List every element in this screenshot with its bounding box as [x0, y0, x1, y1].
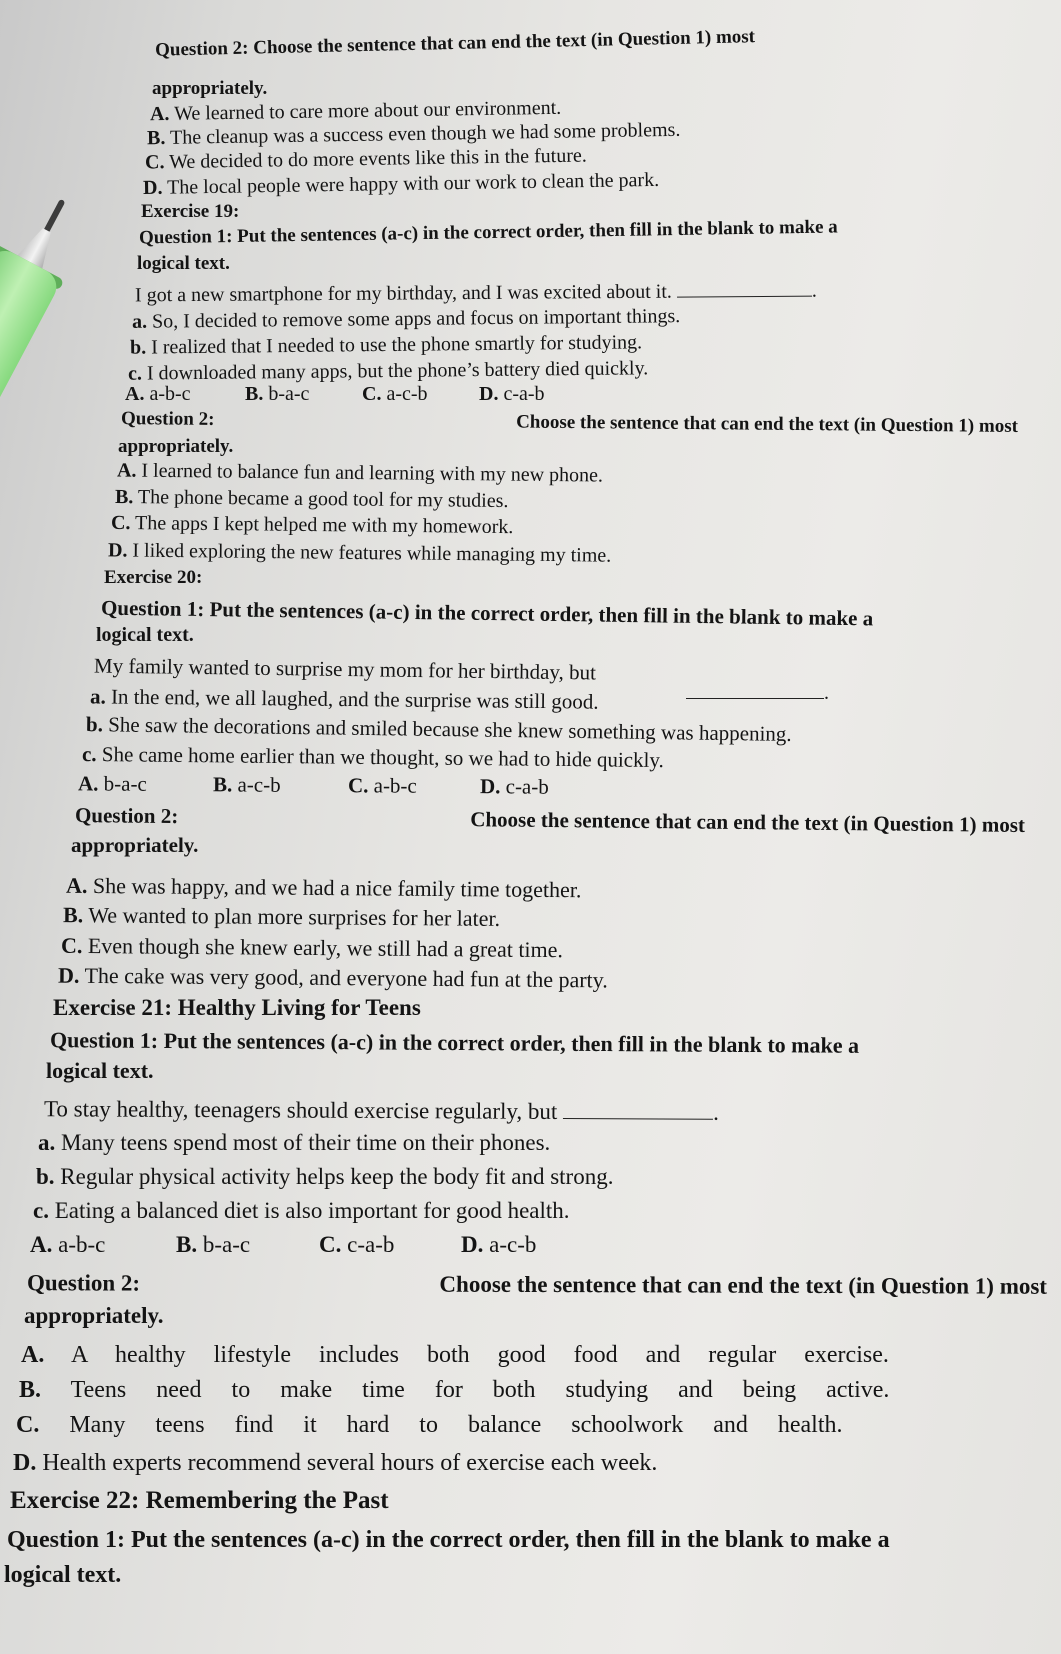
- ex19-q2-option-c: C. The apps I kept helped me with my homework.: [110, 511, 514, 539]
- ex20-q1-line1: Question 1: Put the sentences (a-c) in the correct order, then fill in the blank to make a: [100, 595, 874, 631]
- ex21-q1-line2: logical text.: [46, 1058, 154, 1083]
- ex21-sentence-a: a. Many teens spend most of their time on their phones.: [38, 1130, 551, 1155]
- ex20-q2-option-b: B. We wanted to plan more surprises for her later.: [62, 902, 501, 931]
- ex19-q2-line1: Question 2: Choose the sentence that can end the text (in Question 1) most: [120, 408, 1019, 437]
- ex18-q2-option-b: B. The cleanup was a success even though we had some problems.: [146, 118, 681, 150]
- ex21-q2-option-c: C. Many teens find it hard to balance schoolwork and health.: [16, 1412, 843, 1438]
- ex22-q1-line1: Question 1: Put the sentences (a-c) in the correct order, then fill in the blank to make a: [7, 1527, 890, 1553]
- ex20-sentence-b: b. She saw the decorations and smiled because she knew something was happening.: [85, 712, 792, 746]
- ex19-sentence-b: b. I realized that I needed to use the phone smartly for studying.: [129, 331, 643, 359]
- ex21-q1-line1: Question 1: Put the sentences (a-c) in the correct order, then fill in the blank to make a: [49, 1027, 860, 1058]
- ex21-q2-option-b: B. Teens need to make time for both studying and being active.: [19, 1377, 890, 1403]
- ex20-intro: My family wanted to surprise my mom for her birthday, but: [93, 653, 597, 685]
- ex21-q2-line2: appropriately.: [24, 1303, 164, 1328]
- ex22-title: Exercise 22: Remembering the Past: [10, 1487, 389, 1514]
- ex21-q2-option-d: D. Health experts recommend several hours of exercise each week.: [13, 1450, 658, 1476]
- ex19-q2-option-b: B. The phone became a good tool for my studies.: [114, 485, 509, 513]
- ex18-q2-line1: Question 2: Choose the sentence that can end the text (in Question 1) most: [154, 26, 756, 61]
- ex20-blank: .: [686, 680, 829, 706]
- ex20-q2-line1: Question 2: Choose the sentence that can end the text (in Question 1) most: [74, 803, 1026, 837]
- ex18-q2-option-a: A. We learned to care more about our environment.: [149, 96, 562, 126]
- ex20-q2-option-c: C. Even though she knew early, we still had a great time.: [60, 932, 564, 963]
- ex21-q2-option-a: A. A healthy lifestyle includes both good food and regular exercise.: [21, 1342, 889, 1368]
- ex21-order-options: A. a-b-c B. b-a-c C. c-a-b D. a-c-b: [30, 1232, 537, 1257]
- ex21-intro: To stay healthy, teenagers should exercise regularly, but .: [43, 1096, 719, 1125]
- ex20-q2-line2: appropriately.: [71, 833, 199, 857]
- ex21-sentence-c: c. Eating a balanced diet is also important for good health.: [33, 1198, 570, 1223]
- ex18-q2-line2: appropriately.: [152, 78, 268, 99]
- ex19-order-options: A. a-b-c B. b-a-c C. a-c-b D. c-a-b: [125, 383, 545, 405]
- ex19-q2-option-a: A. I learned to balance fun and learning with my new phone.: [116, 459, 604, 487]
- ex20-title: Exercise 20:: [104, 567, 203, 588]
- ex21-title: Exercise 21: Healthy Living for Teens: [53, 995, 421, 1020]
- ex19-sentence-c: c. I downloaded many apps, but the phone’s battery died quickly.: [127, 357, 649, 385]
- ex20-q2-option-d: D. The cake was very good, and everyone had fun at the party.: [57, 962, 608, 993]
- ex19-q2-option-d: D. I liked exploring the new features while managing my time.: [107, 539, 612, 567]
- ex20-sentence-a: a. In the end, we all laughed, and the surprise was still good.: [89, 684, 599, 714]
- ex19-q1-line2: logical text.: [137, 253, 230, 274]
- ex20-q2-option-a: A. She was happy, and we had a nice family time together.: [65, 872, 582, 903]
- ex20-sentence-c: c. She came home earlier than we thought, so we had to hide quickly.: [81, 741, 664, 773]
- ex18-q2-option-d: D. The local people were happy with our work to clean the park.: [142, 168, 660, 200]
- ex21-sentence-b: b. Regular physical activity helps keep the body fit and strong.: [36, 1164, 614, 1189]
- ex20-order-options: A. b-a-c B. a-c-b C. a-b-c D. c-a-b: [77, 771, 549, 799]
- ex19-title: Exercise 19:: [141, 201, 240, 222]
- ex19-intro: I got a new smartphone for my birthday, and I was excited about it. .: [134, 279, 817, 307]
- ex22-q1-line2: logical text.: [4, 1562, 122, 1588]
- ex18-q2-option-c: C. We decided to do more events like this in the future.: [144, 144, 587, 174]
- ex19-q2-line2: appropriately.: [118, 436, 234, 457]
- ex20-q1-line2: logical text.: [96, 624, 194, 646]
- ex21-q2-line1: Question 2: Choose the sentence that can end the text (in Question 1) most: [26, 1270, 1048, 1299]
- ex19-sentence-a: a. So, I decided to remove some apps and focus on important things.: [131, 305, 681, 333]
- ex19-q1-line1: Question 1: Put the sentences (a-c) in the correct order, then fill in the blank to make a: [138, 216, 838, 249]
